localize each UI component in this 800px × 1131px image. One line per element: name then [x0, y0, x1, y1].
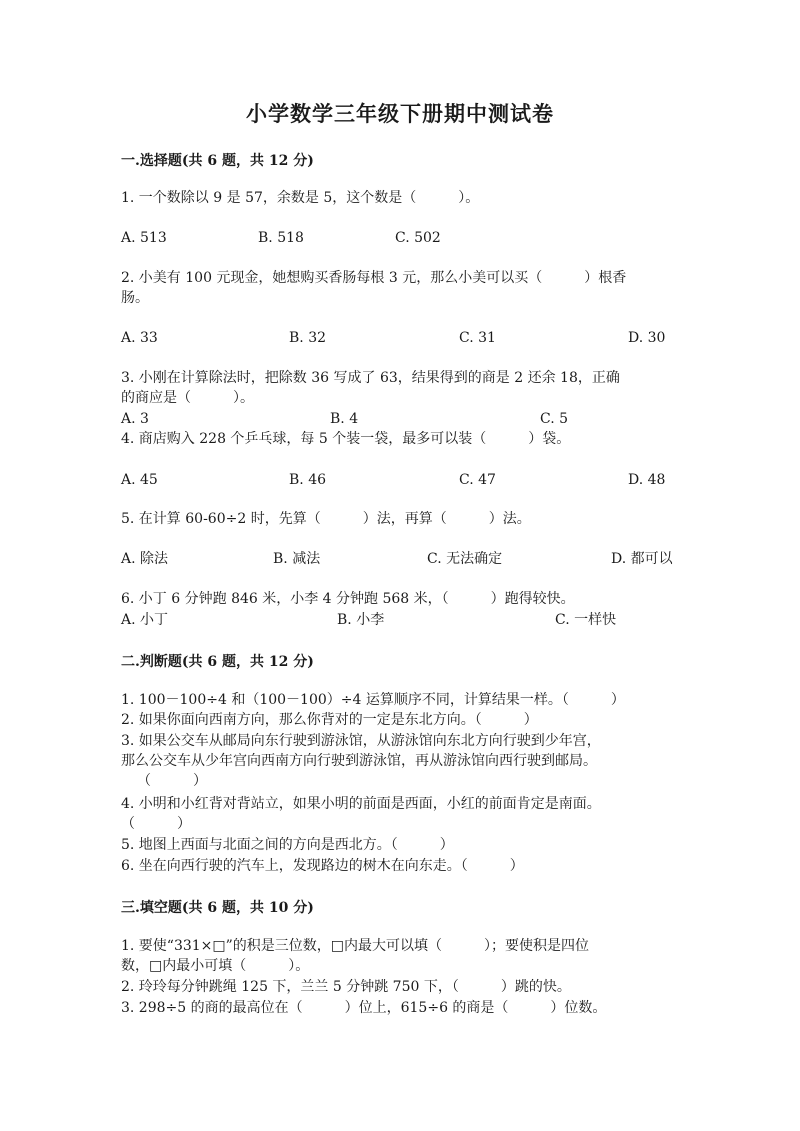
- option-b: B. 32: [289, 330, 327, 346]
- option-b: B. 减法: [273, 551, 321, 567]
- question-text: 2. 小美有 100 元现金，她想购买香肠每根 3 元，那么小美可以买（ ）根香: [121, 270, 627, 286]
- option-a: A. 小丁: [121, 612, 169, 628]
- question-text: 的商应是（ ）。: [121, 390, 254, 406]
- judgment-line: 6. 坐在向西行驶的汽车上，发现路边的树木在向东走。（ ）: [121, 858, 524, 874]
- option-b: B. 518: [258, 230, 304, 246]
- option-a: A. 513: [121, 230, 167, 246]
- fill-line: 2. 玲玲每分钟跳绳 125 下，兰兰 5 分钟跳 750 下，（ ）跳的快。: [121, 979, 571, 995]
- judgment-line: 2. 如果你面向西南方向，那么你背对的一定是东北方向。（ ）: [121, 712, 538, 728]
- judgment-line: 3. 如果公交车从邮局向东行驶到游泳馆，从游泳馆向东北方向行驶到少年宫，: [121, 733, 601, 749]
- option-c: C. 无法确定: [427, 551, 503, 567]
- option-d: D. 48: [628, 472, 666, 488]
- judgment-line: 5. 地图上西面与北面之间的方向是西北方。（ ）: [121, 837, 454, 853]
- option-c: C. 5: [540, 411, 569, 427]
- question-text: 6. 小丁 6 分钟跑 846 米，小李 4 分钟跑 568 米，（ ）跑得较快。: [121, 591, 575, 607]
- question-text: 4. 商店购入 228 个乒乓球，每 5 个装一袋，最多可以装（ ）袋。: [121, 431, 571, 447]
- judgment-line: 4. 小明和小红背对背站立，如果小明的前面是西面，小红的前面肯定是南面。: [121, 796, 601, 812]
- question-text: 5. 在计算 60-60÷2 时，先算（ ）法，再算（ ）法。: [121, 511, 531, 527]
- fill-line: 1. 要使“331×□”的积是三位数，□内最大可以填（ ）；要使积是四位: [121, 938, 590, 954]
- fill-line: 数，□内最小可填（ ）。: [121, 958, 310, 974]
- option-c: C. 47: [459, 472, 496, 488]
- page-title: 小学数学三年级下册期中测试卷: [246, 101, 554, 126]
- judgment-line: （ ）: [137, 773, 207, 789]
- judgment-line: 1. 100－100÷4 和（100－100）÷4 运算顺序不同，计算结果一样。（ ）: [121, 692, 625, 708]
- option-b: B. 4: [330, 411, 359, 427]
- judgment-line: （ ）: [121, 816, 191, 832]
- question-text: 1. 一个数除以 9 是 57，余数是 5，这个数是（ ）。: [121, 190, 480, 206]
- option-d: D. 都可以: [611, 551, 673, 567]
- option-a: A. 3: [121, 411, 149, 427]
- option-a: A. 33: [121, 330, 158, 346]
- option-b: B. 46: [289, 472, 327, 488]
- option-a: A. 除法: [121, 551, 169, 567]
- option-c: C. 31: [459, 330, 496, 346]
- option-a: A. 45: [121, 472, 158, 488]
- question-text: 3. 小刚在计算除法时，把除数 36 写成了 63，结果得到的商是 2 还余 18，正确: [121, 370, 620, 386]
- section-heading-judgment: 二.判断题(共 6 题，共 12 分): [121, 654, 314, 670]
- judgment-line: 那么公交车从少年宫向西南方向行驶到游泳馆，再从游泳馆向西行驶到邮局。: [121, 753, 597, 769]
- option-c: C. 502: [395, 230, 441, 246]
- fill-line: 3. 298÷5 的商的最高位在（ ）位上，615÷6 的商是（ ）位数。: [121, 1000, 607, 1016]
- question-text: 肠。: [121, 290, 149, 306]
- section-heading-choice: 一.选择题(共 6 题，共 12 分): [121, 153, 314, 169]
- section-heading-fill: 三.填空题(共 6 题，共 10 分): [121, 900, 314, 916]
- option-c: C. 一样快: [555, 612, 617, 628]
- option-b: B. 小李: [337, 612, 385, 628]
- option-d: D. 30: [628, 330, 666, 346]
